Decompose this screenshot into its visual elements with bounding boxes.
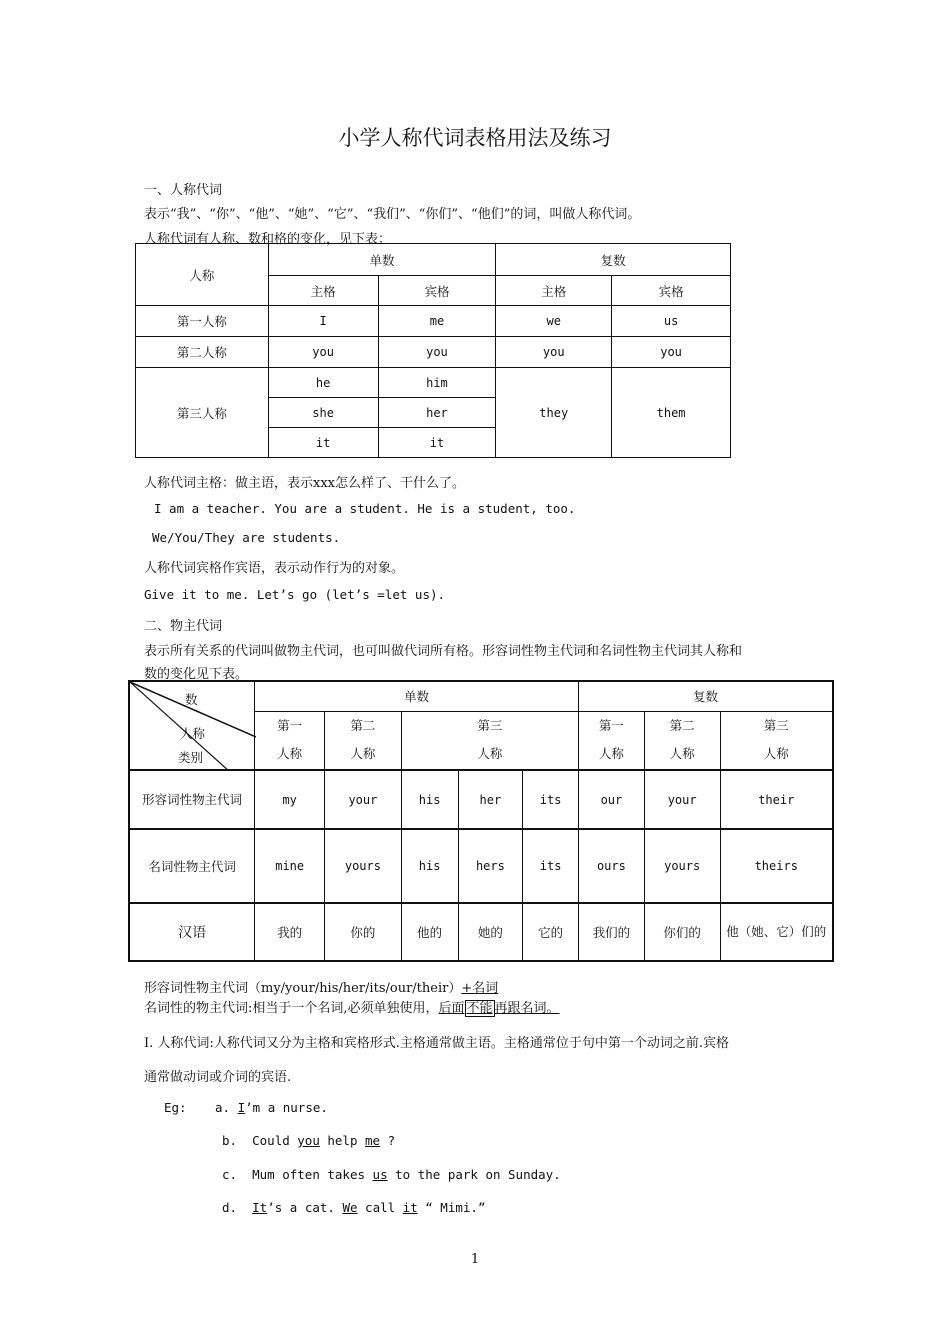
example-sentence: I am a teacher. You are a student. He is a student, too.	[154, 501, 576, 516]
row-label: 形容词性物主代词	[129, 770, 255, 829]
table-cell: your	[644, 770, 720, 829]
eg-label: Eg:	[164, 1100, 187, 1115]
header-object: 宾格	[612, 276, 731, 306]
table-cell: him	[378, 368, 496, 398]
header-plural: 复数	[496, 244, 731, 276]
example-sentence: We/You/They are students.	[152, 530, 341, 545]
table-cell: our	[579, 770, 645, 829]
corner-person: 人称	[136, 244, 269, 306]
adjective-possessive-note: 形容词性物主代词（my/your/his/her/its/our/their）+名词	[144, 981, 499, 996]
table-cell: you	[268, 337, 378, 368]
section1-intro-2: 人称代词有人称、数和格的变化，见下表：	[144, 232, 392, 247]
table-cell: you	[612, 337, 731, 368]
diagonal-corner	[129, 681, 255, 770]
table-cell: it	[378, 428, 496, 458]
table-cell: theirs	[720, 829, 833, 903]
table-cell: her	[378, 398, 496, 428]
section1-heading: 一、人称代词	[144, 183, 223, 198]
table-cell: yours	[325, 829, 402, 903]
table-cell: 你们的	[644, 903, 720, 961]
subject-rule: 人称代词主格：做主语，表示xxx怎么样了、干什么了。	[144, 476, 465, 491]
example-a: a. I’m a nurse.	[215, 1100, 328, 1115]
table-cell: 你的	[325, 903, 402, 961]
table-cell: his	[401, 829, 458, 903]
table-cell: its	[523, 829, 579, 903]
table-cell: 他的	[401, 903, 458, 961]
table-cell: my	[255, 770, 325, 829]
row-label: 第三人称	[136, 368, 269, 458]
page-title: 小学人称代词表格用法及练习	[338, 126, 612, 150]
table-cell: it	[268, 428, 378, 458]
table-cell: we	[496, 306, 612, 337]
header-subject: 主格	[268, 276, 378, 306]
object-rule: 人称代词宾格作宾语，表示动作行为的对象。	[144, 561, 405, 576]
table-cell: she	[268, 398, 378, 428]
table-cell: them	[612, 368, 731, 458]
example-d: d. It’s a cat. We call it “ Mimi.”	[222, 1200, 486, 1215]
section2-heading: 二、物主代词	[144, 619, 223, 634]
table-cell: yours	[644, 829, 720, 903]
person-header: 第二人称	[644, 711, 720, 770]
header-singular: 单数	[255, 681, 579, 711]
row-label: 第二人称	[136, 337, 269, 368]
section1-intro: 表示“我”、“你”、“他”、“她”、“它”、“我们”、“你们”、“他们”的词，叫做人称代词。	[144, 207, 641, 222]
table-cell: me	[378, 306, 496, 337]
personal-pronoun-table	[135, 243, 731, 458]
row-label: 名词性物主代词	[129, 829, 255, 903]
person-header: 第一人称	[579, 711, 645, 770]
possessive-pronoun-table	[128, 680, 834, 962]
table-cell: its	[523, 770, 579, 829]
header-singular: 单数	[268, 244, 496, 276]
table-cell: I	[268, 306, 378, 337]
table-cell: 她的	[458, 903, 523, 961]
table-cell: her	[458, 770, 523, 829]
person-header: 第三人称	[720, 711, 833, 770]
corner-type: 类别	[178, 750, 204, 765]
table-cell: 它的	[523, 903, 579, 961]
row-label: 第一人称	[136, 306, 269, 337]
example-sentence: Give it to me. Let’s go (let’s =let us).	[144, 587, 446, 602]
table-cell: their	[720, 770, 833, 829]
example-b: b. Could you help me ?	[222, 1133, 396, 1148]
table-cell: you	[378, 337, 496, 368]
header-plural: 复数	[579, 681, 833, 711]
table-cell: his	[401, 770, 458, 829]
table-cell: he	[268, 368, 378, 398]
part1-rule-2: 通常做动词或介词的宾语.	[144, 1070, 292, 1085]
corner-number: 数	[185, 692, 198, 707]
page-number: 1	[470, 1252, 480, 1267]
table-cell: 他（她、它）们的	[720, 903, 833, 961]
header-object: 宾格	[378, 276, 496, 306]
header-subject: 主格	[496, 276, 612, 306]
person-header: 第一人称	[255, 711, 325, 770]
table-cell: you	[496, 337, 612, 368]
section2-intro: 表示所有关系的代词叫做物主代词，也可叫做代词所有格。形容词性物主代词和名词性物主代词其人称和	[144, 644, 743, 659]
section2-intro-2: 数的变化见下表。	[144, 667, 249, 682]
table-cell: 我们的	[579, 903, 645, 961]
corner-person: 人称	[180, 726, 206, 741]
person-header: 第二人称	[325, 711, 402, 770]
person-header: 第三人称	[401, 711, 578, 770]
table-cell: mine	[255, 829, 325, 903]
noun-possessive-note: 名词性的物主代词:相当于一个名词,必须单独使用，后面 不能 再跟名词。	[144, 1001, 560, 1016]
table-cell: your	[325, 770, 402, 829]
part1-rule: I. 人称代词:人称代词又分为主格和宾格形式.主格通常做主语。主格通常位于句中第一个动词之前.宾格	[144, 1036, 730, 1051]
table-cell: they	[496, 368, 612, 458]
table-cell: ours	[579, 829, 645, 903]
row-label: 汉语	[129, 903, 255, 961]
table-cell: 我的	[255, 903, 325, 961]
example-c: c. Mum often takes us to the park on Sunday.	[222, 1167, 561, 1182]
table-cell: hers	[458, 829, 523, 903]
table-cell: us	[612, 306, 731, 337]
